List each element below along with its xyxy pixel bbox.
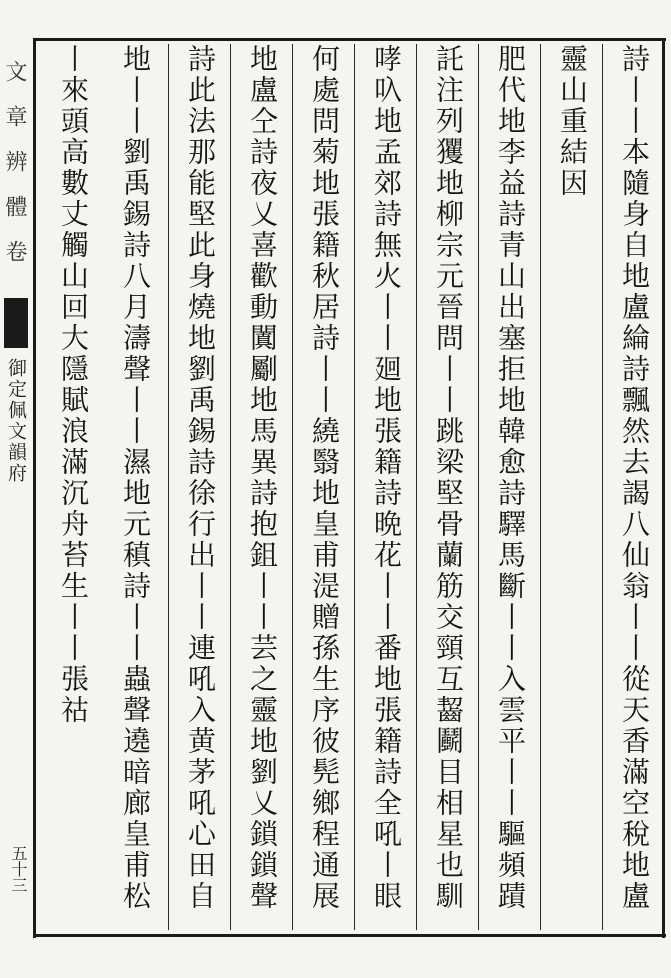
text-column-4: 託注列玃地柳宗元晉問丨丨跳梁堅骨蘭筋交頸互齧鬬目相星也馴: [416, 44, 479, 930]
text-column-2: 靈山重結因: [540, 44, 603, 930]
frame-left-rule: [33, 38, 36, 938]
text-column-7: 地盧仝詩夜乂喜歡動闐劚地馬異詩抱鉏丨丨芸之靈地劉乂鎖鎖聲: [230, 44, 293, 930]
spine-page-number: 五十三: [9, 845, 28, 893]
text-column-5: 哮叺地孟郊詩無火丨丨廻地張籍詩晩花丨丨番地張籍詩全吼丨眼: [354, 44, 417, 930]
text-column-8: 詩此法那能堅此身燒地劉禹錫詩徐行出丨丨連吼入黄茅吼心田自: [168, 44, 231, 930]
text-column-1: 詩丨丨本隨身自地盧綸詩飄然去謁八仙翁丨丨從天香滿空稅地盧: [602, 44, 665, 930]
frame-top-rule: [36, 38, 666, 41]
text-column-6: 何處問菊地張籍秋居詩丨丨繞翳地皇甫湜贈孫生序彼髡鄉程通展: [292, 44, 355, 930]
text-column-9: 地丨丨劉禹錫詩八月濤聲丨丨濕地元稹詩丨丨蟲聲遶暗廊皇甫松丨來頭高數丈觸山回大隱賦浪滿沉舟苔生丨丨張祜: [57, 44, 152, 912]
text-column-3: 肥代地李益詩青山出塞拒地韓愈詩驛馬斷丨丨入雲平丨丨驅頻蹟: [478, 44, 541, 930]
page-spine: [0, 40, 33, 934]
frame-bottom-rule: [36, 934, 666, 937]
spine-book-title: 御定佩文韻府: [5, 358, 27, 484]
spine-upper-text: 文 章 辨 體 卷: [2, 60, 27, 270]
spine-fishtail-mark: [4, 298, 28, 348]
